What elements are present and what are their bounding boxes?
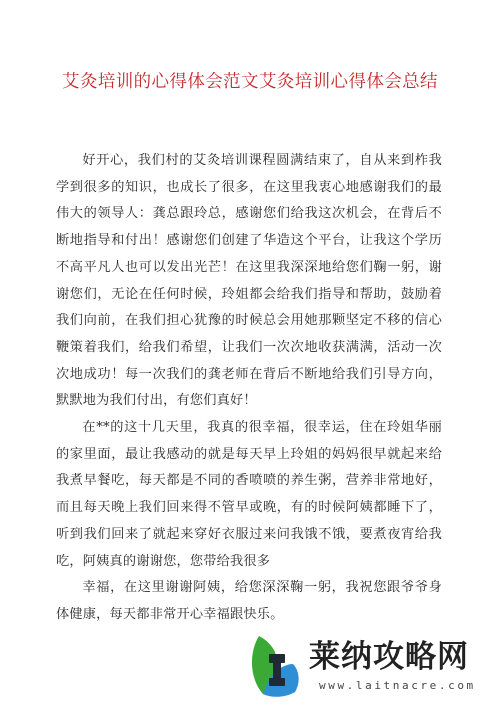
paragraph-3: 幸福，在这里谢谢阿姨，给您深深鞠一躬，我祝您跟爷爷身体健康，每天都非常开心幸福跟快乐。 bbox=[56, 580, 442, 622]
site-logo-icon bbox=[245, 634, 305, 700]
paragraph-2: 在**的这十几天里，我真的很幸福，很幸运，住在玲姐华丽的家里面，最让我感动的就是每天早上玲姐的妈妈很早就起来给我煮早餐吃，每天都是不同的香喷喷的养生粥，营养非常地好，而且每天晚上我们回来得不管早或晚，有的时候阿姨都睡下了，听到我们回来了就起来穿好衣服过来问我饿不饿，要煮夜宵给我吃，阿姨真的谢谢您，您带给我很多 bbox=[56, 420, 442, 569]
site-name: 莱纳攻略网 bbox=[309, 639, 469, 675]
site-url: www.laitnacre.com bbox=[319, 679, 476, 692]
document-body bbox=[56, 148, 442, 629]
site-watermark bbox=[245, 634, 493, 700]
paragraph-1: 好开心，我们村的艾灸培训课程圆满结束了，自从来到柞我学到很多的知识，也成长了很多，在这里我衷心地感谢我们的最伟大的领导人：龚总跟玲总，感谢您们给我这次机会，在背后不断地指导和付出！感谢您们创建了华造这个平台，让我这个学历不高平凡人也可以发出光芒！在这里我深深地给您们鞠一躬，谢谢您们，无论在任何时候，玲姐都会给我们指导和帮助，鼓励着我们向前，在我们担心犹豫的时候总会用她那颗坚定不移的信心鞭策着我们，给我们希望，让我们一次次地收获满满，活动一次次地成功！每一次我们的龚老师在背后不断地给我们引导方向，默默地为我们付出，有您们真好！ bbox=[56, 153, 442, 409]
document-title: 艾灸培训的心得体会范文艾灸培训心得体会总结 bbox=[62, 72, 438, 92]
